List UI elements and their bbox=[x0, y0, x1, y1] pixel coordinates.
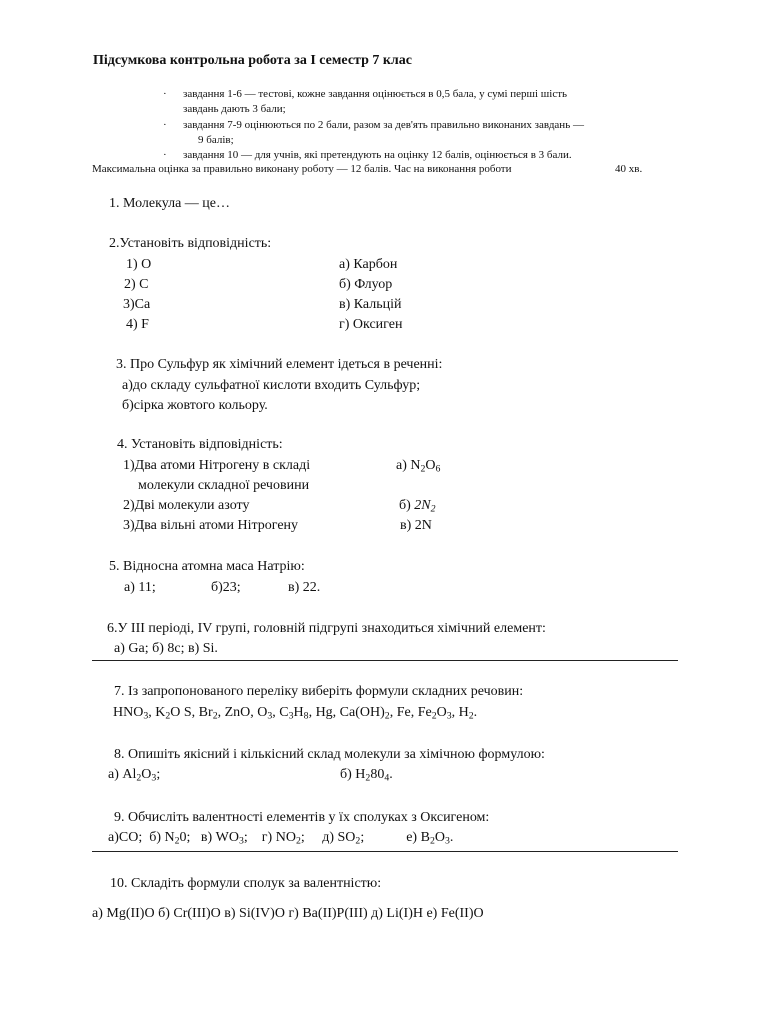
q8-option-a: а) $Al_2O_3$; bbox=[108, 767, 161, 784]
question-6-title: 6.У ІІІ періоді, IV групі, головній підгрупі знаходиться хімічний елемент: bbox=[107, 621, 546, 636]
q4-right-1: а) $N_2O_6$ bbox=[396, 458, 441, 475]
q2-right-4: г) Оксиген bbox=[339, 317, 403, 332]
bullet-dot: · bbox=[163, 119, 167, 131]
q2-left-1: 1) O bbox=[126, 257, 152, 272]
q2-right-1: а) Карбон bbox=[339, 257, 398, 272]
q10-answers: а) Mg(II)O б) Cr(III)O в) Si(IV)O г) Ba(II)P(III) д) Li(I)H е) Fe(II)O bbox=[92, 906, 484, 921]
bullet-1-line1: завдання 1-6 — тестові, кожне завдання оцінюється в 0,5 бала, у сумі перші шість bbox=[183, 88, 568, 100]
q4-right-1-prefix: а) bbox=[396, 458, 407, 473]
bullet-3-line1: завдання 10 — для учнів, які претендують на оцінку 12 балів, оцінюється в 3 бали. bbox=[183, 149, 572, 161]
q4-left-2: 2)Дві молекули азоту bbox=[123, 498, 250, 513]
question-10-title: 10. Складіть формули сполук за валентністю: bbox=[110, 876, 382, 891]
question-1: 1. Молекула — це… bbox=[109, 196, 231, 211]
q5-option-b: б)23; bbox=[211, 580, 241, 595]
q2-left-4: 4) F bbox=[126, 317, 149, 332]
max-score-note: Максимальна оцінка за правильно виконану роботу — 12 балів. Час на виконання роботи bbox=[92, 163, 512, 175]
question-8-title: 8. Опишіть якісний і кількісний склад молекули за хімічною формулою: bbox=[114, 747, 545, 762]
bullet-dot: · bbox=[163, 149, 167, 161]
q4-right-2: б) $2N_2$ bbox=[399, 498, 436, 515]
q2-left-3: 3)Ca bbox=[123, 297, 151, 312]
q8-a-prefix: а) bbox=[108, 767, 119, 782]
q3-option-b: б)сірка жовтого кольору. bbox=[122, 398, 268, 413]
bullet-2-line1: завдання 7-9 оцінюються по 2 бали, разом за дев'ять правильно виконаних завдань — bbox=[183, 119, 584, 131]
q2-left-2: 2) C bbox=[124, 277, 149, 292]
q3-option-a: а)до складу сульфатної кислоти входить Сульфур; bbox=[122, 378, 421, 393]
q2-right-2: б) Флуор bbox=[339, 277, 393, 292]
page-title: Підсумкова контрольна робота за I семестр 7 клас bbox=[93, 53, 412, 68]
bullet-2-line2: 9 балів; bbox=[198, 134, 234, 146]
divider-line bbox=[92, 851, 678, 852]
bullet-1-line2: завдань дають 3 бали; bbox=[183, 103, 286, 115]
question-9-title: 9. Обчисліть валентності елементів у їх сполуках з Оксигеном: bbox=[114, 810, 490, 825]
q4-left-1b: молекули складної речовини bbox=[138, 478, 310, 493]
question-5-title: 5. Відносна атомна маса Натрію: bbox=[109, 559, 305, 574]
q4-left-1a: 1)Два атоми Нітрогену в складі bbox=[123, 458, 311, 473]
q8-b-prefix: б) bbox=[340, 767, 352, 782]
divider-line bbox=[92, 660, 678, 661]
q9-options: а)CO; б) $N_20$; в) $WO_3$; г) $NO_2$; д) $SO_2$; е) $B_2O_3$. bbox=[108, 830, 454, 847]
time-note: 40 хв. bbox=[615, 163, 643, 175]
bullet-dot: · bbox=[163, 88, 167, 100]
q4-left-3: 3)Два вільні атоми Нітрогену bbox=[123, 518, 299, 533]
q2-right-3: в) Кальцій bbox=[339, 297, 402, 312]
q8-option-b: б) $H_280_4$. bbox=[340, 767, 393, 784]
question-7-title: 7. Із запропонованого переліку виберіть формули складних речовин: bbox=[114, 684, 524, 699]
q4-right-3: в) 2N bbox=[400, 518, 432, 533]
question-3-title: 3. Про Сульфур як хімічний елемент ідеться в реченні: bbox=[116, 357, 443, 372]
question-2-title: 2.Установіть відповідність: bbox=[109, 236, 272, 251]
q5-option-a: а) 11; bbox=[124, 580, 156, 595]
q4-right-2-prefix: б) bbox=[399, 498, 411, 513]
q6-answers: а) Ga; б) 8c; в) Si. bbox=[114, 641, 218, 656]
q5-option-c: в) 22. bbox=[288, 580, 321, 595]
question-4-title: 4. Установіть відповідність: bbox=[117, 437, 283, 452]
q7-formulas: $HNO_3$, $K_2O$ S, $Br_2$, ZnO, $O_3$, $C_3H_8$, Hg, $Ca(OH)_2$, Fe, $Fe_2O_3$, $H_2$. bbox=[113, 705, 478, 722]
